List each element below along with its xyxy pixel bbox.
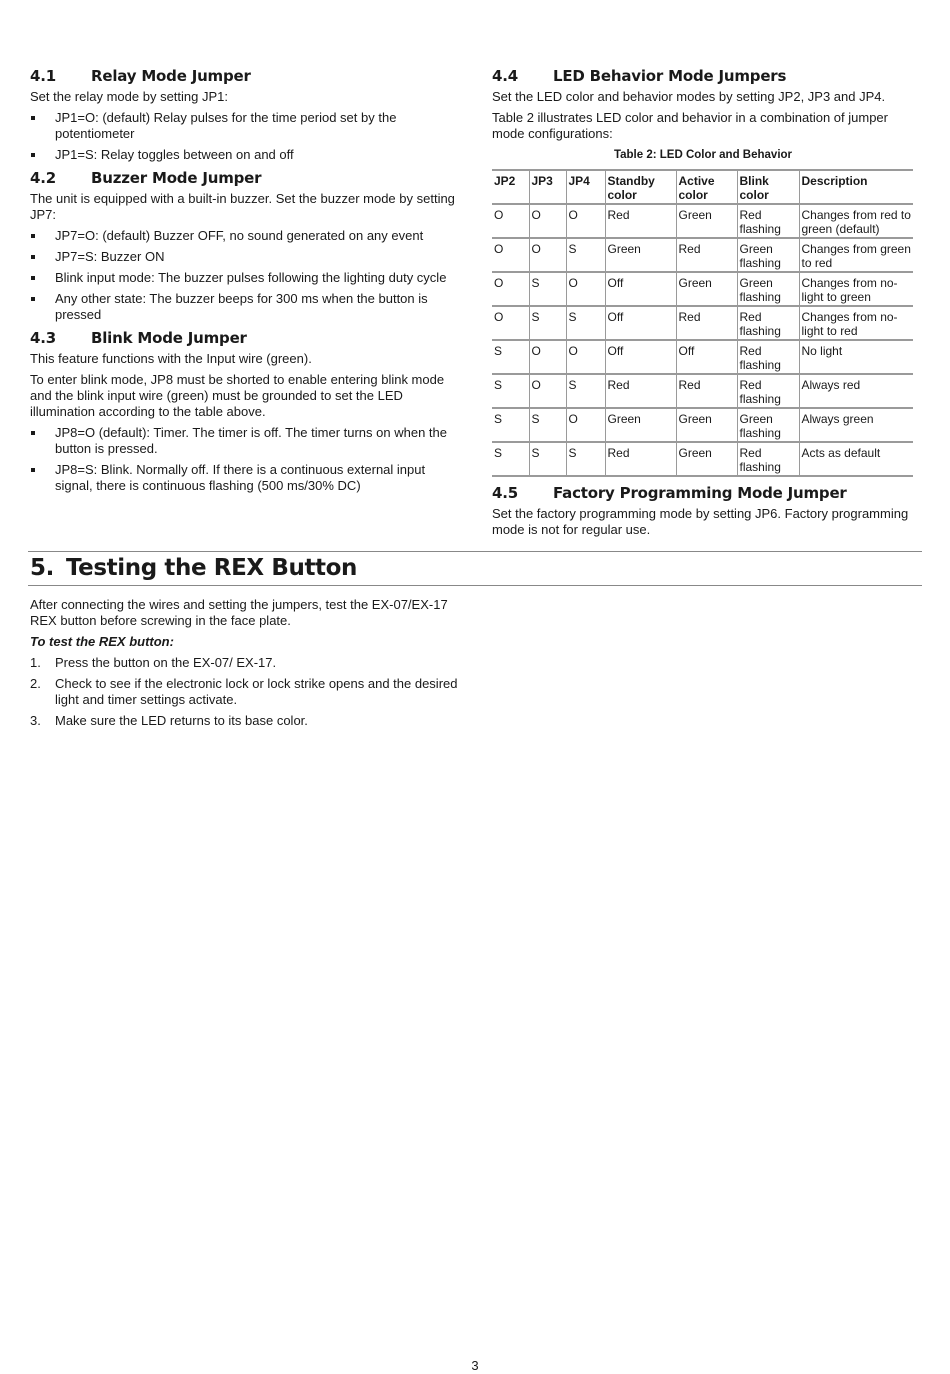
- table-row: [492, 340, 913, 374]
- section-number: 4.4: [492, 67, 518, 85]
- list-item: JP8=O (default): Timer. The timer is off. The timer turns on when the button is pressed.: [30, 425, 458, 457]
- chapter-number: 5.: [30, 555, 54, 581]
- table-cell: Red flashing: [737, 340, 799, 374]
- column-header: Blink color: [737, 170, 799, 204]
- table-cell: Changes from red to green (default): [801, 208, 911, 236]
- step-item: [30, 713, 458, 729]
- list-item: JP7=O: (default) Buzzer OFF, no sound generated on any event: [30, 228, 458, 244]
- chapter-heading: [28, 552, 922, 585]
- column-header: JP2: [492, 170, 529, 204]
- table-cell: Off: [605, 306, 676, 340]
- table-cell: Green: [605, 238, 676, 272]
- procedure-steps: [30, 655, 458, 729]
- table-cell: O: [529, 204, 566, 238]
- table-cell: Off: [605, 272, 676, 306]
- table-cell: S: [492, 442, 529, 476]
- table-cell: Green: [676, 272, 737, 306]
- relay-mode-list: [30, 110, 458, 163]
- list-item: JP8=S: Blink. Normally off. If there is a continuous external input signal, there is continuous flashing (500 ms/30% DC): [30, 462, 458, 494]
- table-row: [492, 272, 913, 306]
- table-row: [492, 238, 913, 272]
- table-cell: O: [492, 204, 529, 238]
- table-cell: O: [566, 204, 605, 238]
- column-header: Active color: [676, 170, 737, 204]
- list-item: JP1=O: (default) Relay pulses for the time period set by the potentiometer: [30, 110, 458, 142]
- table-cell: O: [492, 306, 529, 340]
- section-title: LED Behavior Mode Jumpers: [553, 67, 787, 85]
- table-cell: S: [566, 238, 605, 272]
- section-4-2-heading: [30, 168, 458, 188]
- list-item: JP1=S: Relay toggles between on and off: [30, 147, 458, 163]
- step-number: 3.: [30, 713, 41, 728]
- table-cell: Changes from green to red: [801, 242, 911, 270]
- buzzer-intro: The unit is equipped with a built-in buzzer. Set the buzzer mode by setting JP7:: [30, 191, 455, 222]
- table-row: [492, 204, 913, 238]
- table-cell: Green flashing: [737, 238, 799, 272]
- table-cell: Red flashing: [737, 442, 799, 476]
- section-number: 4.2: [30, 169, 56, 187]
- step-text: Make sure the LED returns to its base color.: [55, 713, 308, 728]
- blink-mode-list: [30, 425, 458, 494]
- step-text: Check to see if the electronic lock or lock strike opens and the desired light and timer settings activate.: [55, 676, 458, 707]
- table-cell: O: [529, 238, 566, 272]
- table-caption: Table 2: LED Color and Behavior: [613, 149, 793, 161]
- blink-paragraph-1: This feature functions with the Input wire (green).: [30, 351, 312, 366]
- table-cell: Green flashing: [737, 272, 799, 306]
- table-cell: S: [566, 442, 605, 476]
- table-cell: Red: [676, 238, 737, 272]
- table-cell: S: [566, 374, 605, 408]
- table-cell: No light: [801, 344, 843, 358]
- section-title: Relay Mode Jumper: [91, 67, 251, 85]
- table-row: [492, 374, 913, 408]
- step-item: [30, 655, 458, 671]
- table-cell: O: [492, 238, 529, 272]
- table-cell: Changes from no-light to green: [801, 276, 898, 304]
- right-column: [492, 66, 914, 543]
- table-row: [492, 442, 913, 476]
- chapter-5-body: [30, 597, 458, 734]
- chapter-5-heading-bar: [28, 551, 922, 586]
- table-cell: Red: [605, 442, 676, 476]
- step-number: 1.: [30, 655, 41, 670]
- table-cell: S: [529, 408, 566, 442]
- section-title: Factory Programming Mode Jumper: [553, 484, 847, 502]
- table-cell: O: [492, 272, 529, 306]
- left-column: [30, 66, 458, 499]
- column-header: Standby color: [605, 170, 676, 204]
- section-4-3-heading: [30, 328, 458, 348]
- table-cell: Red: [605, 374, 676, 408]
- table-cell: Off: [605, 340, 676, 374]
- step-number: 2.: [30, 676, 41, 691]
- section-title: Blink Mode Jumper: [91, 329, 247, 347]
- section-4-4-heading: [492, 66, 914, 86]
- table-cell: Acts as default: [801, 446, 881, 460]
- table-cell: Green: [605, 408, 676, 442]
- led-paragraph-2: Table 2 illustrates LED color and behavior in a combination of jumper mode configurations:: [492, 110, 888, 141]
- column-header: Description: [801, 174, 868, 188]
- list-item: Blink input mode: The buzzer pulses following the lighting duty cycle: [30, 270, 458, 286]
- led-paragraph-1: Set the LED color and behavior modes by setting JP2, JP3 and JP4.: [492, 89, 886, 104]
- table-cell: Off: [676, 340, 737, 374]
- table-cell: O: [529, 374, 566, 408]
- section-number: 4.5: [492, 484, 518, 502]
- table-cell: Green flashing: [737, 408, 799, 442]
- table-row: [492, 408, 913, 442]
- step-item: [30, 676, 458, 708]
- section-4-5-heading: [492, 483, 914, 503]
- buzzer-mode-list: [30, 228, 458, 323]
- led-behavior-table: [492, 169, 913, 477]
- table-cell: Always green: [801, 412, 874, 426]
- table-row: [492, 306, 913, 340]
- table-cell: Always red: [801, 378, 861, 392]
- table-cell: S: [492, 374, 529, 408]
- table-cell: Red flashing: [737, 374, 799, 408]
- table-cell: Red: [676, 374, 737, 408]
- table-cell: O: [566, 340, 605, 374]
- column-header: JP4: [566, 170, 605, 204]
- chapter-title: Testing the REX Button: [65, 555, 358, 581]
- chapter-intro: After connecting the wires and setting the jumpers, test the EX-07/EX-17 REX button before screwing in the face plate.: [30, 597, 448, 628]
- table-cell: Green: [676, 204, 737, 238]
- table-body: [492, 204, 913, 476]
- table-cell: O: [529, 340, 566, 374]
- section-number: 4.3: [30, 329, 56, 347]
- section-title: Buzzer Mode Jumper: [91, 169, 262, 187]
- table-cell: Red: [676, 306, 737, 340]
- section-number: 4.1: [30, 67, 56, 85]
- table-cell: O: [566, 408, 605, 442]
- step-text: Press the button on the EX-07/ EX-17.: [55, 655, 277, 670]
- table-cell: S: [529, 442, 566, 476]
- factory-paragraph: Set the factory programming mode by setting JP6. Factory programming mode is not for regular use.: [492, 506, 909, 537]
- list-item: JP7=S: Buzzer ON: [30, 249, 458, 265]
- column-header: JP3: [529, 170, 566, 204]
- relay-intro: Set the relay mode by setting JP1:: [30, 89, 228, 104]
- table-cell: S: [566, 306, 605, 340]
- table-header-row: [492, 170, 913, 204]
- blink-paragraph-2: To enter blink mode, JP8 must be shorted to enable entering blink mode and the blink input wire (green) must be grounded to set the LED illumination according to the table above.: [30, 372, 445, 419]
- table-cell: S: [529, 272, 566, 306]
- procedure-title: To test the REX button:: [30, 634, 174, 649]
- page-number: 3: [471, 1358, 479, 1373]
- table-cell: S: [492, 408, 529, 442]
- table-cell: Green: [676, 442, 737, 476]
- table-cell: Changes from no-light to red: [801, 310, 898, 338]
- table-cell: Red flashing: [737, 204, 799, 238]
- section-4-1-heading: [30, 66, 458, 86]
- table-cell: S: [529, 306, 566, 340]
- list-item: Any other state: The buzzer beeps for 300 ms when the button is pressed: [30, 291, 458, 323]
- table-cell: S: [492, 340, 529, 374]
- table-cell: Red flashing: [737, 306, 799, 340]
- table-cell: O: [566, 272, 605, 306]
- table-cell: Green: [676, 408, 737, 442]
- table-cell: Red: [605, 204, 676, 238]
